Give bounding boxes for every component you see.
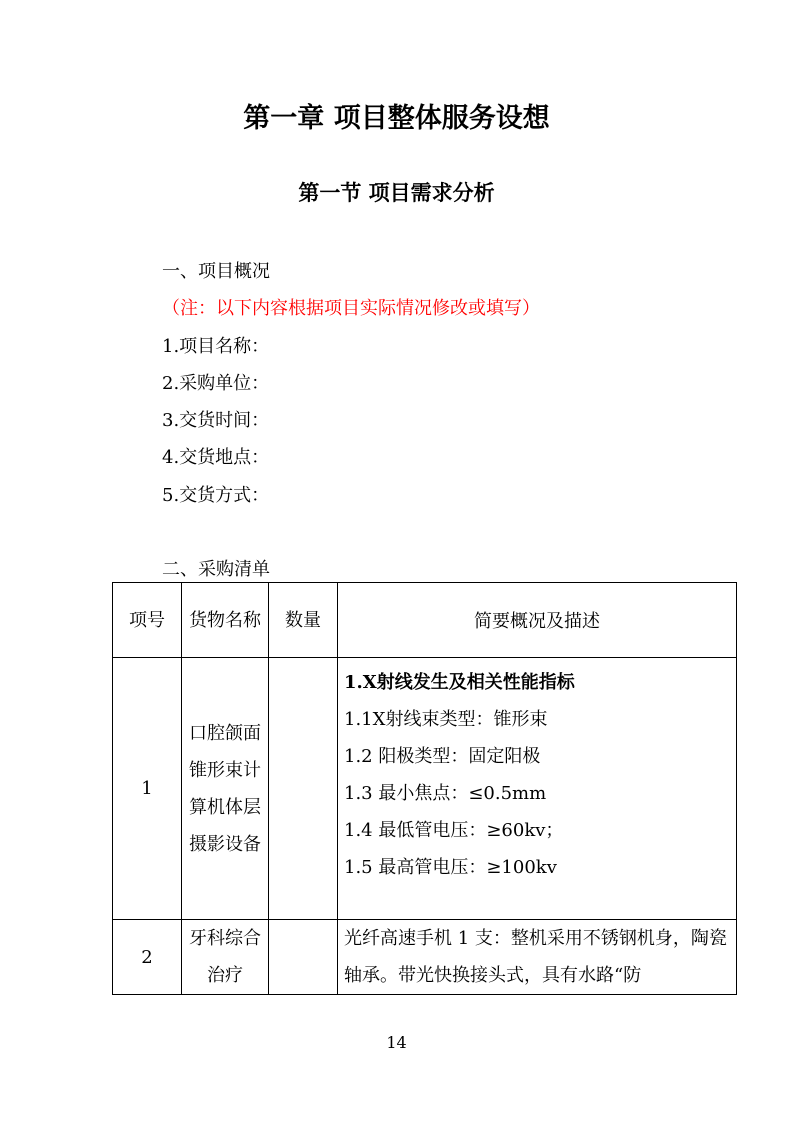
header-desc: 简要概况及描述 [338,583,737,658]
overview-note: （注：以下内容根据项目实际情况修改或填写） [162,298,540,319]
desc-line: 1.2 阳极类型：固定阳极 [344,746,541,767]
row-qty [269,658,338,920]
table-row [113,658,737,920]
section-title: 第一节 项目需求分析 [298,180,495,205]
field-delivery-time: 3.交货时间： [162,410,270,431]
field-delivery-place: 4.交货地点： [162,447,270,468]
row-no: 1 [113,658,182,920]
table-row [113,920,737,995]
desc-line: 1.3 最小焦点：≤0.5mm [344,783,547,804]
header-name: 货物名称 [182,583,269,658]
desc-line: 1.5 最高管电压：≥100kv [344,857,557,878]
overview-heading: 一、项目概况 [162,261,270,282]
procurement-heading: 二、采购清单 [162,559,270,580]
table-header-row [113,583,737,658]
header-qty: 数量 [269,583,338,658]
procurement-table [112,582,737,995]
row-name: 牙科综合治疗 [182,920,269,995]
header-no: 项号 [113,583,182,658]
row-no: 2 [113,920,182,995]
page-number: 14 [386,1033,407,1052]
row-desc: 光纤高速手机 1 支：整机采用不锈钢机身，陶瓷轴承。带光快换接头式，具有水路“防 [338,920,737,995]
chapter-title: 第一章 项目整体服务设想 [243,103,550,134]
row-desc [338,658,737,920]
row-qty [269,920,338,995]
desc-title: 1.X射线发生及相关性能指标 [344,672,575,693]
row-name: 口腔颌面锥形束计算机体层摄影设备 [182,658,269,920]
desc-line: 1.1X射线束类型：锥形束 [344,709,548,730]
desc-line: 1.4 最低管电压：≥60kv； [344,820,564,841]
field-delivery-method: 5.交货方式： [162,485,270,506]
field-project-name: 1.项目名称： [162,336,270,357]
field-purchaser: 2.采购单位： [162,373,270,394]
